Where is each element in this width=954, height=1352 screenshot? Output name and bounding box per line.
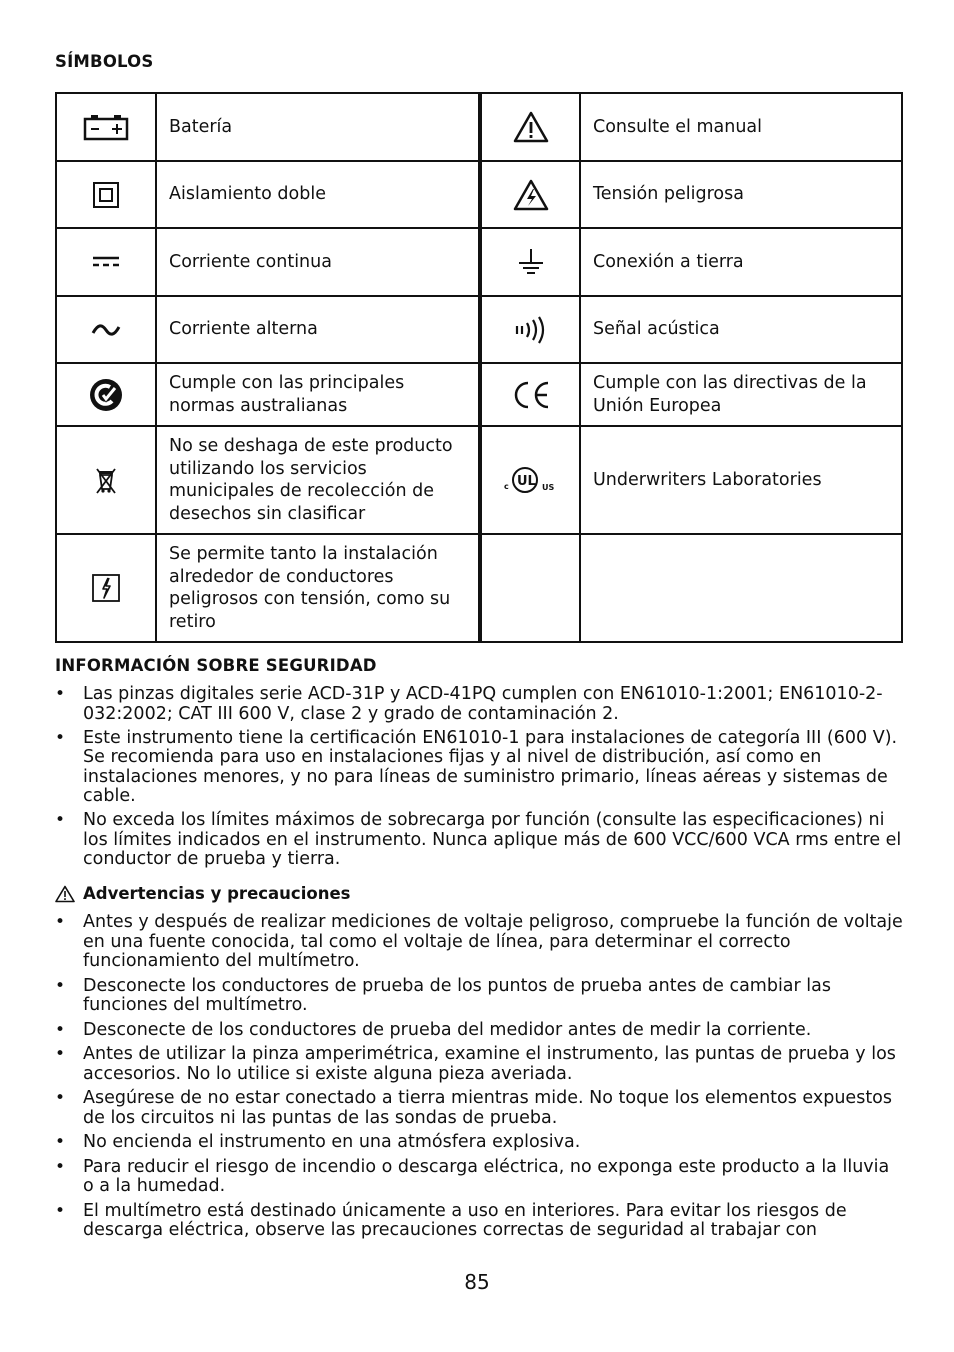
symbol-desc: Señal acústica <box>580 296 902 363</box>
list-item: • Desconecte de los conductores de prueba del medidor antes de medir la corriente. <box>55 1021 905 1041</box>
symbol-desc: No se deshaga de este producto utilizando los servicios municipales de recolección de desechos sin clasificar <box>156 426 480 534</box>
c-tick-icon <box>88 377 124 413</box>
list-item: • Para reducir el riesgo de incendio o descarga eléctrica, no exponga este producto a la lluvia o a la humedad. <box>55 1158 905 1197</box>
ground-icon <box>516 247 546 277</box>
table-row <box>56 161 902 228</box>
symbol-desc: Batería <box>156 93 480 161</box>
svg-text:US: US <box>541 483 554 492</box>
symbol-cell <box>56 228 156 296</box>
symbol-cell <box>480 296 580 363</box>
ac-icon <box>90 323 122 337</box>
safety-list <box>55 685 905 874</box>
list-item: • Antes y después de realizar mediciones de voltaje peligroso, compruebe la función de voltaje en una fuente conocida, tal como el voltaje de línea, para determinar el correcto funcionamiento del multímetro. <box>55 913 905 972</box>
warnings-list <box>55 913 905 1246</box>
table-row <box>56 363 902 426</box>
weee-bin-icon <box>95 466 117 494</box>
list-item: • El multímetro está destinado únicamente a uso en interiores. Para evitar los riesgos de descarga eléctrica, observe las precauciones correctas de seguridad al trabajar con <box>55 1202 905 1241</box>
symbol-cell <box>56 296 156 363</box>
double-insulation-icon <box>92 181 120 209</box>
list-item: • No exceda los límites máximos de sobrecarga por función (consulte las especificaciones) ni los límites indicados en el instrumento. Nunca aplique más de 600 VCC/600 VCA rms entre el conductor de prueba y tierra. <box>55 811 905 870</box>
symbol-cell <box>480 228 580 296</box>
symbol-desc: Conexión a tierra <box>580 228 902 296</box>
warnings-heading-text: Advertencias y precauciones <box>83 884 351 903</box>
table-row <box>56 426 902 534</box>
symbol-cell <box>56 93 156 161</box>
symbol-desc: Aislamiento doble <box>156 161 480 228</box>
safety-heading: INFORMACIÓN SOBRE SEGURIDAD <box>55 656 377 675</box>
list-item: • No encienda el instrumento en una atmósfera explosiva. <box>55 1133 905 1153</box>
ul-listed-icon <box>503 463 559 497</box>
page-number: 85 <box>464 1270 490 1294</box>
symbol-cell <box>56 534 156 642</box>
symbol-cell <box>56 363 156 426</box>
dc-icon <box>91 255 121 269</box>
symbols-heading: SÍMBOLOS <box>55 52 154 71</box>
battery-icon <box>83 113 129 141</box>
list-item: • Desconecte los conductores de prueba de los puntos de prueba antes de cambiar las funciones del multímetro. <box>55 977 905 1016</box>
svg-text:c: c <box>503 482 509 491</box>
symbol-cell <box>480 426 580 534</box>
list-item: • Asegúrese de no estar conectado a tierra mientras mide. No toque los elementos expuestos de los circuitos ni las puntas de las sondas de prueba. <box>55 1089 905 1128</box>
symbol-desc: Consulte el manual <box>580 93 902 161</box>
symbol-desc: Underwriters Laboratories <box>580 426 902 534</box>
symbol-desc: Cumple con las principales normas australianas <box>156 363 480 426</box>
empty-symbol-cell <box>480 534 580 642</box>
symbol-cell <box>56 426 156 534</box>
symbol-cell <box>480 93 580 161</box>
warnings-heading <box>55 884 350 903</box>
symbol-desc: Cumple con las directivas de la Unión Europea <box>580 363 902 426</box>
high-voltage-icon <box>513 179 549 211</box>
symbol-desc: Corriente continua <box>156 228 480 296</box>
hazardous-live-icon <box>91 573 121 603</box>
table-row <box>56 296 902 363</box>
table-row <box>56 228 902 296</box>
table-row <box>56 534 902 642</box>
symbol-desc: Tensión peligrosa <box>580 161 902 228</box>
symbol-cell <box>480 363 580 426</box>
symbol-cell <box>56 161 156 228</box>
empty-desc-cell <box>580 534 902 642</box>
audible-signal-icon <box>514 316 548 344</box>
list-item: • Las pinzas digitales serie ACD-31P y ACD-41PQ cumplen con EN61010-1:2001; EN61010-2- 032:2002; CAT III 600 V, clase 2 y grado de contaminación 2. <box>55 685 905 724</box>
warning-triangle-icon <box>513 111 549 143</box>
symbol-desc: Corriente alterna <box>156 296 480 363</box>
warning-triangle-icon <box>55 885 75 903</box>
symbols-table <box>55 92 903 643</box>
list-item: • Este instrumento tiene la certificación EN61010-1 para instalaciones de categoría III (600 V). Se recomienda para uso en instalaciones fijas y al nivel de distribución, así como en instalaciones menores, y no para líneas de suministro primario, líneas aéreas y sistemas de cable. <box>55 729 905 807</box>
symbol-desc: Se permite tanto la instalación alrededor de conductores peligrosos con tensión, como su retiro <box>156 534 480 642</box>
svg-text:UL: UL <box>516 474 536 489</box>
list-item: • Antes de utilizar la pinza amperimétrica, examine el instrumento, las puntas de prueba y los accesorios. No lo utilice si existe alguna pieza averiada. <box>55 1045 905 1084</box>
table-row <box>56 93 902 161</box>
ce-mark-icon <box>511 380 551 410</box>
symbol-cell <box>480 161 580 228</box>
